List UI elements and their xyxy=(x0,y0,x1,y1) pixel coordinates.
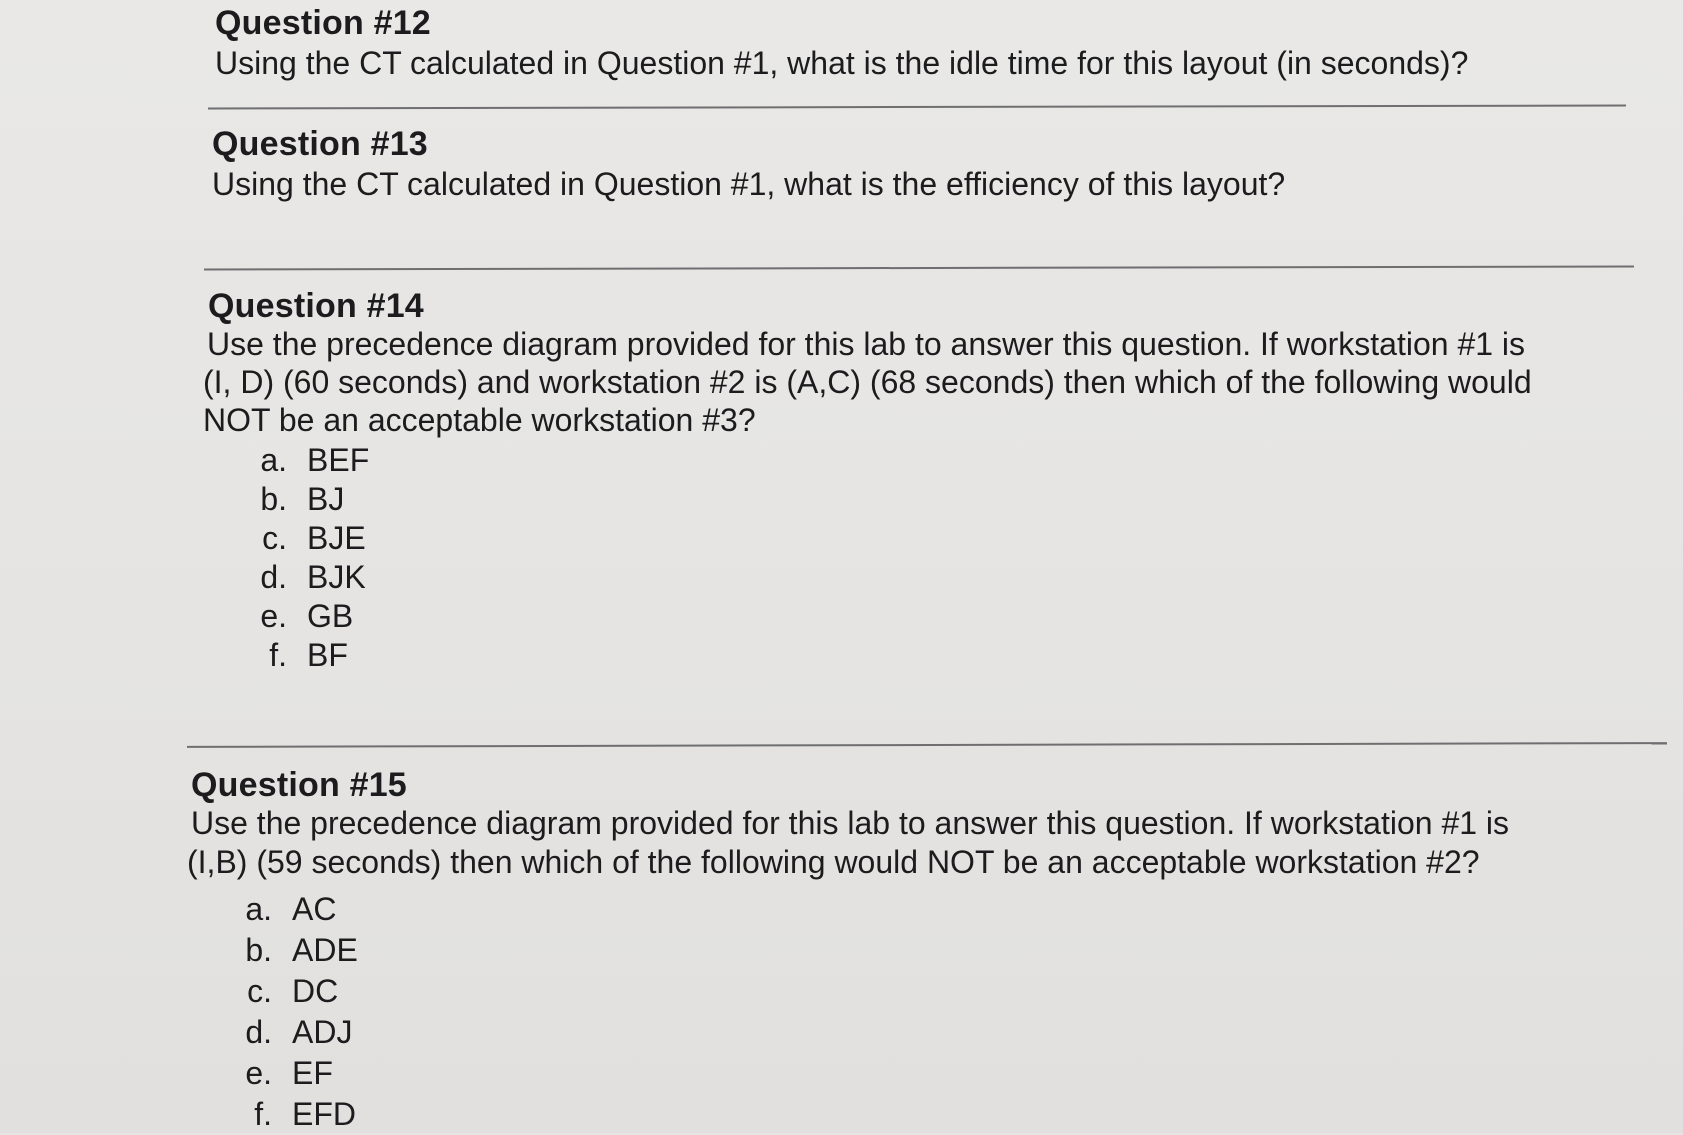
answer-line-14 xyxy=(187,742,1667,748)
question-14-options xyxy=(231,441,369,675)
option-text: BEF xyxy=(307,442,370,478)
option-item xyxy=(231,558,369,597)
option-letter: f. xyxy=(269,637,287,673)
option-text: BJK xyxy=(307,559,366,595)
option-letter: b. xyxy=(245,932,272,968)
option-item xyxy=(216,889,358,930)
option-letter: c. xyxy=(247,973,272,1009)
option-text: GB xyxy=(307,598,354,634)
answer-line-13 xyxy=(204,266,1634,271)
question-12-text: Using the CT calculated in Question #1, what is the idle time for this layout (in seconds)? xyxy=(215,45,1469,81)
answer-line-12 xyxy=(208,105,1626,110)
option-item xyxy=(216,1053,358,1094)
option-letter: e. xyxy=(245,1055,272,1091)
question-15-line-2: (I,B) (59 seconds) then which of the following would NOT be an acceptable workstation #2? xyxy=(187,844,1480,880)
option-text: BF xyxy=(307,637,348,673)
question-14-line-3: NOT be an acceptable workstation #3? xyxy=(203,402,756,438)
option-item xyxy=(231,519,369,558)
question-14-line-2: (I, D) (60 seconds) and workstation #2 is (A,C) (68 seconds) then which of the following would xyxy=(203,364,1532,400)
option-text: ADE xyxy=(292,932,358,968)
option-item xyxy=(231,597,369,636)
option-item xyxy=(231,480,369,519)
question-13-title: Question #13 xyxy=(212,125,428,163)
question-15-line-1: Use the precedence diagram provided for this lab to answer this question. If workstation #1 is xyxy=(191,805,1510,841)
option-letter: e. xyxy=(260,598,287,634)
option-text: EFD xyxy=(292,1096,356,1132)
question-14-title: Question #14 xyxy=(208,287,424,325)
question-15-title: Question #15 xyxy=(191,766,407,804)
option-text: BJE xyxy=(307,520,366,556)
option-letter: a. xyxy=(260,442,287,478)
question-15-options xyxy=(216,889,358,1135)
question-14-line-1: Use the precedence diagram provided for this lab to answer this question. If workstation #1 is xyxy=(207,326,1526,362)
option-letter: c. xyxy=(262,520,287,556)
option-letter: b. xyxy=(260,481,287,517)
option-item xyxy=(216,1094,358,1135)
option-item xyxy=(216,971,358,1012)
option-text: ADJ xyxy=(292,1014,353,1050)
option-text: BJ xyxy=(307,481,345,517)
option-letter: d. xyxy=(260,559,287,595)
question-12-title: Question #12 xyxy=(215,4,431,42)
option-letter: f. xyxy=(254,1096,272,1132)
option-text: EF xyxy=(292,1055,333,1091)
option-item xyxy=(216,930,358,971)
option-item xyxy=(216,1012,358,1053)
option-letter: a. xyxy=(245,891,272,927)
question-13-text: Using the CT calculated in Question #1, what is the efficiency of this layout? xyxy=(212,166,1286,202)
option-text: DC xyxy=(292,973,339,1009)
option-text: AC xyxy=(292,891,337,927)
option-item xyxy=(231,441,369,480)
option-item xyxy=(231,636,369,675)
option-letter: d. xyxy=(245,1014,272,1050)
